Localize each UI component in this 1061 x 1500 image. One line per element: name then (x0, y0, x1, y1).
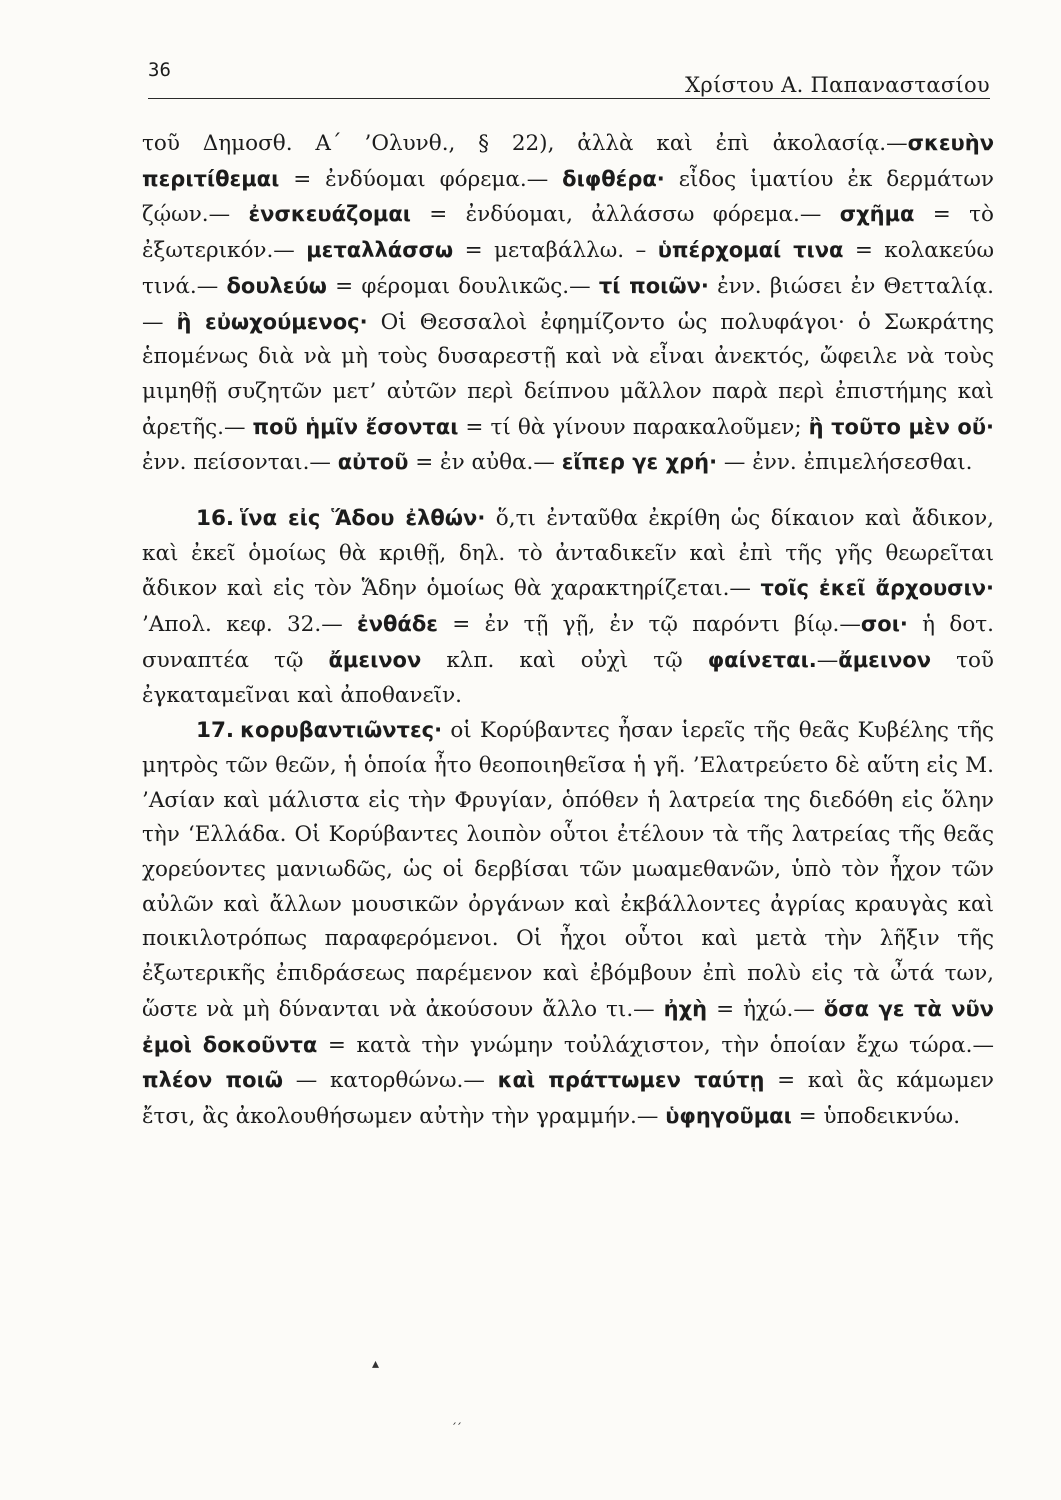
commentary-text: τοῦ Δημοσθ. Α΄ ’Ολυνθ., § 22), ἀλλὰ καὶ ἐπὶ ἀκολασίᾳ.— (142, 131, 908, 156)
commentary-text: = ἐν αὐθα.— (408, 450, 562, 476)
lemma: ἢ εὐωχούμενος· (176, 309, 368, 334)
paragraph (142, 713, 994, 1134)
commentary-text: = καὶ ἂς κάμωμεν ἔτσι, ἂς ἀκολουθήσωμεν αὐτὴν τὴν γραμμήν.— (142, 1068, 994, 1129)
lemma: αὐτοῦ (337, 450, 409, 475)
section-number: 17. (196, 718, 235, 744)
lemma: εἴπερ γε χρή· (561, 450, 718, 475)
lemma: ὅσα γε τὰ νῦν ἐμοὶ δοκοῦντα (142, 996, 994, 1057)
commentary-text: Οἱ Θεσσαλοὶ ἐφημίζοντο ὡς πολυφάγοι· ὁ Σωκράτης ἑπομένως διὰ νὰ μὴ τοὺς δυσαρεστῇ καὶ νὰ εἶναι ἀνεκτός, ὤφειλε νὰ τοὺς μιμηθῇ συζητῶν μετ’ αὐτῶν περὶ δείπνου μᾶλλον παρὰ περὶ ἐπιστήμης καὶ ἀρετῆς.— (142, 309, 994, 440)
commentary-text: ἡ δοτ. συναπτέα τῷ (142, 612, 994, 673)
commentary-text: εἶδος ἱματίου ἐκ δερμάτων ζῴων.— (142, 166, 994, 228)
commentary-text: κλπ. καὶ οὐχὶ τῷ (421, 647, 708, 673)
lemma: ποῦ ἡμῖν ἔσονται (252, 414, 459, 439)
commentary-text: = φέρομαι δουλικῶς.— (326, 273, 599, 299)
lemma: σοι· (860, 612, 908, 637)
ink-speck: ׳׳ (452, 1418, 462, 1432)
lemma: φαίνεται. (707, 647, 817, 672)
lemma: πλέον ποιῶ (142, 1068, 284, 1093)
lemma: ἢ τοῦτο μὲν οὔ· (808, 414, 994, 439)
lemma: ὑφηγοῦμαι (665, 1103, 792, 1128)
commentary-text: — ἐνν. ἐπιμελήσεσθαι. (717, 450, 973, 476)
commentary-text: = ἐν τῇ γῇ, ἐν τῷ παρόντι βίῳ.— (437, 612, 861, 638)
lemma: ἄμεινον (838, 647, 932, 672)
commentary-text: ἐνν. πείσονται.— (142, 450, 338, 476)
ink-speck: ▴ (372, 1356, 380, 1372)
commentary-text: = μεταβάλλω. – (453, 238, 658, 264)
header-rule (148, 98, 990, 99)
commentary-text: = ἠχώ.— (707, 996, 824, 1022)
lemma: καὶ πράττωμεν ταύτῃ (497, 1068, 765, 1093)
running-head: Χρίστου Α. Παπαναστασίου (685, 73, 990, 97)
lemma: ἠχὴ (663, 996, 708, 1021)
lemma: ἄμεινον (328, 647, 422, 672)
commentary-text: — κατορθώνω.— (283, 1068, 498, 1094)
lemma: ἐνθάδε (357, 612, 438, 637)
lemma: σχῆμα (839, 202, 915, 227)
paragraph (142, 126, 994, 481)
body-text (142, 126, 994, 1135)
lemma: ἵνα εἰς Ἅδου ἐλθών· (240, 506, 486, 531)
lemma: ὑπέρχομαί τινα (657, 238, 844, 263)
lemma: τοῖς ἐκεῖ ἄρχουσιν· (760, 576, 994, 601)
lemma: δουλεύω (226, 273, 327, 298)
lemma: μεταλλάσσω (306, 238, 454, 263)
section-number: 16. (196, 506, 235, 532)
commentary-text: = τί θὰ γίνουν παρακαλοῦμεν; (458, 414, 809, 440)
lemma: ἐνσκευάζομαι (248, 202, 411, 227)
commentary-text: = τὸ ἐξωτερικόν.— (142, 202, 994, 264)
commentary-text: τοῦ ἐγκαταμεῖναι καὶ ἀποθανεῖν. (142, 647, 994, 708)
commentary-text: = ἐνδύομαι φόρεμα.— (279, 166, 563, 192)
commentary-text: ’Απολ. κεφ. 32.— (142, 612, 358, 638)
commentary-text: = κατὰ τὴν γνώμην τοὐλάχιστον, τὴν ὁποίαν ἔχω τώρα.— (317, 1032, 994, 1058)
paragraph (142, 501, 994, 713)
commentary-text: ὅ,τι ἐνταῦθα ἐκρίθη ὡς δίκαιον καὶ ἄδικον, καὶ ἐκεῖ ὁμοίως θὰ κριθῇ, δηλ. τὸ ἀνταδικεῖν καὶ ἐπὶ τῆς γῆς θεωρεῖται ἄδικον καὶ εἰς τὸν Ἅδην ὁμοίως θὰ χαρακτηρίζεται.— (142, 506, 994, 602)
commentary-text: — (816, 647, 839, 673)
commentary-text: οἱ Κορύβαντες ἦσαν ἱερεῖς τῆς θεᾶς Κυβέλης τῆς μητρὸς τῶν θεῶν, ἡ ὁποία ἦτο θεοποιηθεῖσα ἡ γῆ. ’Ελατρεύετο δὲ αὕτη εἰς Μ. ’Ασίαν καὶ μάλιστα εἰς τὴν Φρυγίαν, ὁπόθεν ἡ λατρεία της διεδόθη εἰς ὅλην τὴν ‘Ελλάδα. Οἱ Κορύβαντες λοιπὸν οὗτοι ἐτέλουν τὰ τῆς λατρείας τῆς θεᾶς χορεύοντες μανιωδῶς, ὡς οἱ δερβίσαι τῶν μωαμεθανῶν, ὑπὸ τὸν ἦχον τῶν αὐλῶν καὶ ἄλλων μουσικῶν ὀργάνων καὶ ἐκβάλλοντες ἀγρίας κραυγὰς καὶ ποικιλοτρόπως παραφερόμενοι. Οἱ ἦχοι οὗτοι καὶ μετὰ τὴν λῆξιν τῆς ἐξωτερικῆς ἐπιδράσεως παρέμενον καὶ ἐβόμβουν ἐπὶ πολὺ εἰς τὰ ὦτά των, ὥστε νὰ μὴ δύνανται νὰ ἀκούσουν ἄλλο τι.— (142, 718, 994, 1022)
lemma: σκευὴν περιτίθεμαι (142, 131, 994, 191)
lemma: τί ποιῶν· (598, 273, 709, 298)
page-header (148, 55, 990, 95)
page-number: 36 (148, 59, 171, 81)
lemma: διφθέρα· (562, 166, 665, 191)
lemma: κορυβαντιῶντες· (240, 718, 443, 743)
commentary-text: ἐνν. βιώσει ἐν Θετταλίᾳ.— (142, 273, 994, 335)
commentary-text: = ἐνδύομαι, ἀλλάσσω φόρεμα.— (410, 202, 840, 228)
commentary-text: = κολακεύω τινά.— (142, 238, 994, 299)
commentary-text: = ὑποδεικνύω. (791, 1103, 961, 1129)
